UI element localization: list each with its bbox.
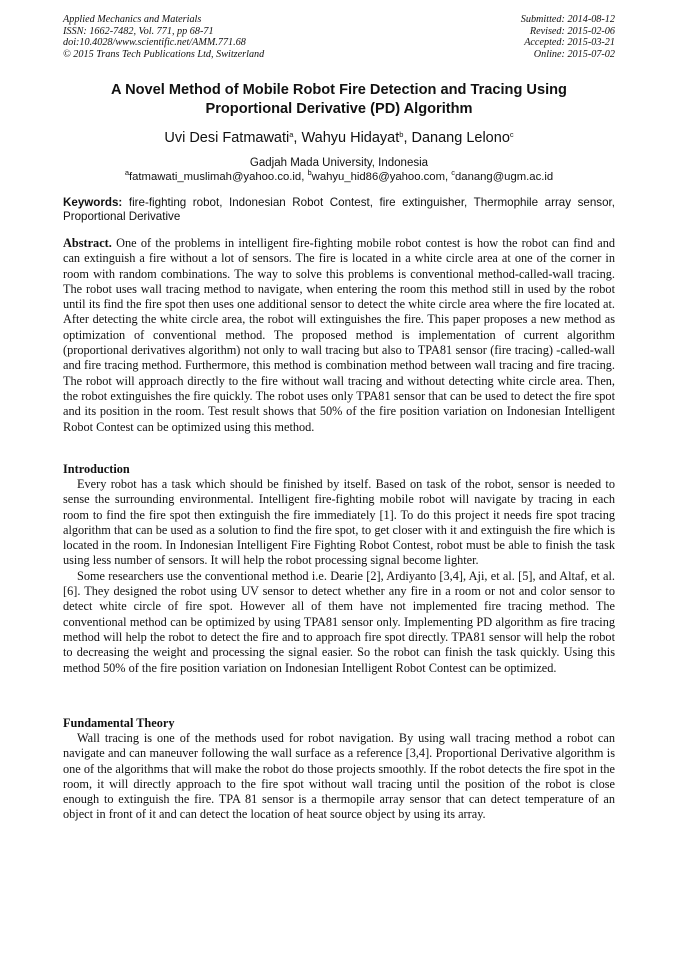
paragraph: Every robot has a task which should be finished by itself. Based on task of the robot, sensor is needed to sense the surrounding environmental. Intelligent fire-fighting mobile robot will navigate by tracing in each room to find the fire spot then extinguish the fire immediately [1]. To do this project it needs fire spot tracing algorithm that can be used as a solution to find the fire spot, to get closer with it and extinguish the fire which is located in the room. In Indonesian Intelligent Fire Fighting Robot Contest, robot must be able to finish the task using less number of sensors. It will help the robot processing signal become lighter. — [63, 477, 615, 568]
email-mark: c — [451, 168, 456, 177]
journal-name: Applied Mechanics and Materials — [63, 14, 202, 25]
keywords-label: Keywords: — [63, 196, 123, 209]
abstract — [63, 236, 615, 435]
abstract-text: One of the problems in intelligent fire-fighting mobile robot contest is how the robot can find and can extinguish a fire without a lot of sensors. The fire is located in a white circle area at one of the corner in room with random combinations. The way to solve this problems is conventional method-called-wall tracing. The robot uses wall tracing method to navigate, when entering the room this method still in used by the robot until its find the fire spot then uses one additional sensor to detect the white circle area where the fire located at. After detecting the white circle area, the robot will extinguishes the fire. This paper proposes a new method as optimization of conventional method. The proposed method is implementation of current algorithm (proportional derivatives algorithm) not only to wall tracing but also to TPA81 sensor (fire tracing) -called-wall and fire tracing method. Furthermore, this method is combination method between wall tracing and fire tracing. The robot will approach directly to the fire without wall tracing and without detecting white circle area. Then, the robot extinguishes the fire quickly. The robot uses only TPA81 sensor that can be used to detect the fire spot and its position in the room. Test result shows that 50% of the fire position variation on Indonesian Intelligent Robot Contest can be optimized using this method. — [63, 236, 615, 434]
affiliation: Gadjah Mada University, Indonesia — [249, 157, 429, 169]
author-emails — [63, 170, 615, 184]
author-affil-mark: a — [289, 130, 294, 139]
journal-info — [63, 14, 264, 60]
email-link[interactable]: fatmawati_muslimah@yahoo.co.id, — [129, 171, 305, 183]
author-name: Wahyu Hidayat — [301, 130, 400, 146]
paper-title — [63, 81, 615, 118]
author-separator: , — [403, 130, 412, 146]
date-accepted: Accepted: 2015-03-21 — [524, 37, 615, 49]
author-list — [63, 129, 615, 147]
author-name: Danang Lelono — [411, 130, 510, 146]
author-name: Uvi Desi Fatmawati — [164, 130, 290, 146]
keywords — [63, 196, 615, 224]
date-online: Online: 2015-07-02 — [533, 48, 615, 60]
email-mark: b — [307, 168, 312, 177]
date-revised: Revised: 2015-02-06 — [529, 25, 615, 37]
introduction-heading: Introduction — [63, 462, 130, 476]
paragraph: Wall tracing is one of the methods used for robot navigation. By using wall tracing method a robot can navigate and can maneuver following the wall surface as a reference [3,4]. Proportional Derivative algorithm is one of the algorithms that will make the robot do those projects smoothly. If the robot detects the fire spot in the room, it will directly approach to the fire spot without wall tracing until the position of the robot is close enough to extinguish the fire. TPA 81 sensor is a thermopile array sensor that can detect temperature of an object in front of it and can detect the location of heat source object by using its array. — [63, 731, 615, 822]
keywords-text: fire-fighting robot, Indonesian Robot Contest, fire extinguisher, Thermophile array sensor, Proportional Derivative — [63, 196, 615, 224]
publication-dates — [521, 14, 615, 60]
email-mark: a — [124, 168, 129, 177]
email-link[interactable]: wahyu_hid86@yahoo.com, — [311, 171, 449, 183]
author-affil-mark: c — [509, 130, 514, 139]
introduction-section — [63, 477, 615, 676]
paragraph: Some researchers use the conventional method i.e. Dearie [2], Ardiyanto [3,4], Aji, et al. [5], and Altaf, et al. [6]. They designed the robot using UV sensor to detect whether any fire in a room or not and color sensor to detect white circle of fire spot. However all of them have not implemented fire tracing method. The conventional method can be optimized by using TPA81 sensor only. Implementing PD algorithm as fire tracing method will help the robot to detect the fire and to approach fire spot directly. TPA81 sensor will help the robot to decreasing the weight and processing the signal easier. So the robot can finish the task quickly. Using this method 50% of the fire position variation on Indonesian Intelligent Robot Contest can be optimized. — [63, 568, 615, 675]
date-submitted: Submitted: 2014-08-12 — [520, 14, 615, 25]
theory-section — [63, 731, 615, 823]
title-line-1: A Novel Method of Mobile Robot Fire Detection and Tracing Using — [111, 82, 567, 98]
abstract-label: Abstract. — [63, 236, 112, 250]
doi: doi:10.4028/www.scientific.net/AMM.771.68 — [63, 37, 246, 49]
author-affil-mark: b — [399, 130, 404, 139]
theory-heading: Fundamental Theory — [63, 716, 175, 730]
copyright: © 2015 Trans Tech Publications Ltd, Switzerland — [63, 48, 265, 60]
author-separator: , — [293, 130, 302, 146]
issn: ISSN: 1662-7482, Vol. 771, pp 68-71 — [63, 25, 214, 37]
title-line-2: Proportional Derivative (PD) Algorithm — [205, 100, 473, 117]
email-link[interactable]: danang@ugm.ac.id — [455, 171, 554, 183]
